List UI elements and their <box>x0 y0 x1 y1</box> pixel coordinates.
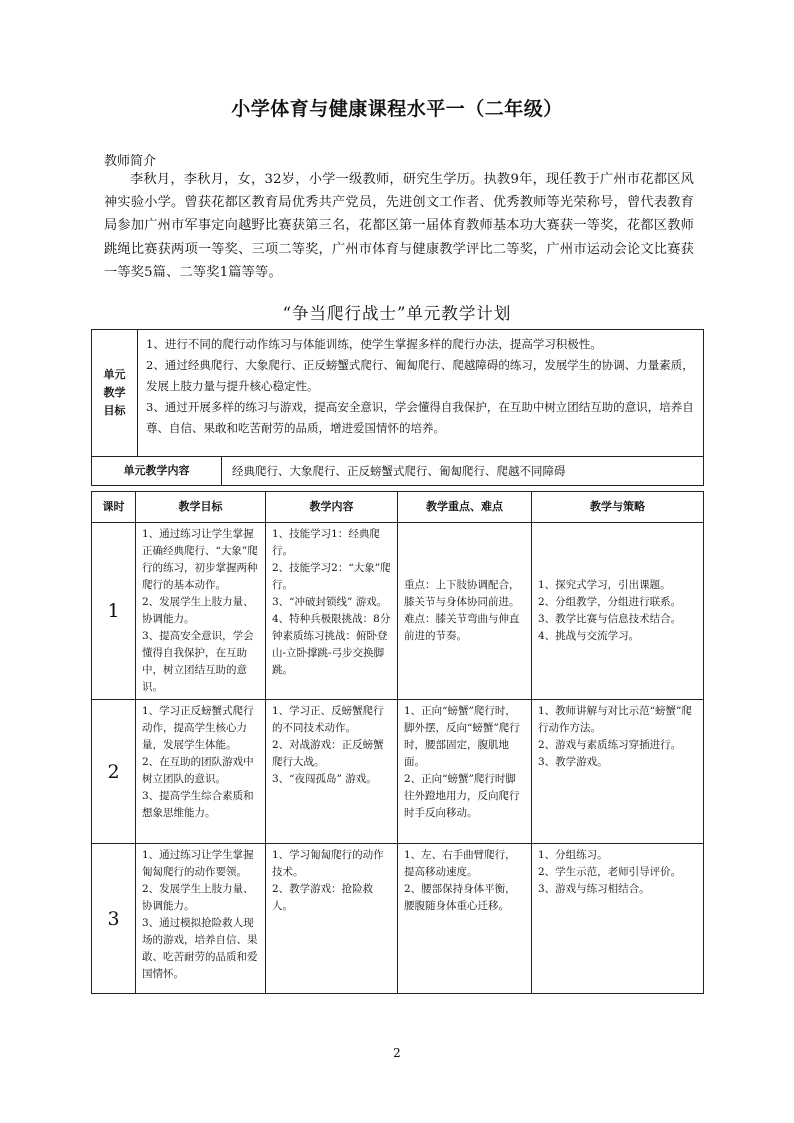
lesson-key-point: 1、正向“螃蟹”爬行时，脚外摆，反向“螃蟹”爬行时，腰部固定，腹肌地面。 <box>404 705 520 768</box>
lesson-row <box>92 844 704 994</box>
lesson-goal-item: 2、在互助的团队游戏中树立团队的意识。 <box>142 756 254 785</box>
lesson-goal-item: 1、通过练习让学生掌握正确经典爬行、“大象”爬行的练习，初步掌握两种爬行的基本动作。 <box>142 528 258 591</box>
lesson-goals <box>136 700 266 844</box>
lesson-strategy-item: 1、分组练习。 <box>538 849 608 861</box>
lesson-goals <box>136 523 266 700</box>
lesson-key-point: 2、正向“螃蟹”爬行时脚往外蹬地用力，反向爬行时手反向移动。 <box>404 773 520 819</box>
lesson-strategy <box>532 700 704 844</box>
lesson-content-item: 3、“夜闯孤岛” 游戏。 <box>272 773 377 785</box>
lesson-goal-item: 2、发展学生上肢力量、协调能力。 <box>142 596 254 625</box>
lesson-strategy-item: 3、游戏与练习相结合。 <box>538 883 650 895</box>
lesson-key-point: 难点：膝关节弯曲与伸直前进的节奏。 <box>404 613 520 642</box>
unit-goal-item: 2、通过经典爬行、大象爬行、正反螃蟹式爬行、匍匐爬行、爬越障碍的练习，发展学生的协调、力量素质，发展上肢力量与提升核心稳定性。 <box>146 358 694 393</box>
header-goals: 教学目标 <box>136 492 266 523</box>
lesson-content <box>266 700 398 844</box>
header-lesson: 课时 <box>92 492 136 523</box>
lesson-content-item: 2、技能学习2：“大象”爬行。 <box>272 562 391 591</box>
lesson-key-point: 重点：上下肢协调配合，膝关节与身体协同前进。 <box>404 579 520 608</box>
lesson-strategy <box>532 844 704 994</box>
lesson-strategy-item: 2、学生示范，老师引导评价。 <box>538 866 682 878</box>
teacher-intro-text: 李秋月，李秋月，女，32岁，小学一级教师，研究生学历。执教9年，现任教于广州市花都区风神实验小学。曾获花都区教育局优秀共产党员，先进创文工作者、优秀教师等光荣称号，曾代表教育局参加广州市军事定向越野比赛获第三名，花都区第一届体育教师基本功大赛获一等奖，花都区教师跳绳比赛获两项一等奖、三项二等奖，广州市体育与健康教学评比二等奖，广州市运动会论文比赛获一等奖5篇、二等奖1篇等等。 <box>104 172 694 280</box>
lesson-strategy-item: 3、教学比赛与信息技术结合。 <box>538 613 682 625</box>
unit-goals-cell <box>138 330 704 457</box>
unit-plan-table <box>91 329 704 486</box>
lesson-content-item: 1、学习正、反螃蟹爬行的不同技术动作。 <box>272 705 384 734</box>
lesson-key-points <box>398 700 532 844</box>
unit-content-label: 单元教学内容 <box>92 457 222 486</box>
lesson-number: 2 <box>92 700 136 844</box>
lesson-goal-item: 1、学习正反螃蟹式爬行动作，提高学生核心力量，发展学生体能。 <box>142 705 254 751</box>
page-number: 2 <box>393 1046 401 1060</box>
lesson-strategy-item: 4、挑战与交流学习。 <box>538 630 640 642</box>
unit-content-cell: 经典爬行、大象爬行、正反螃蟹式爬行、匍匐爬行、爬越不同障碍 <box>222 457 704 486</box>
lesson-content-item: 4、特种兵极限挑战：8分钟素质练习挑战：俯卧登山-立卧撑跳-弓步交换脚跳。 <box>272 613 391 676</box>
lesson-key-point: 1、左、右手曲臂爬行，提高移动速度。 <box>404 849 516 878</box>
teacher-intro-label: 教师简介 <box>104 154 157 169</box>
lesson-number: 1 <box>92 523 136 700</box>
lesson-goals <box>136 844 266 994</box>
lesson-strategy <box>532 523 704 700</box>
lesson-strategy-item: 2、分组教学，分组进行联系。 <box>538 596 682 608</box>
lesson-goal-item: 2、发展学生上肢力量、协调能力。 <box>142 883 254 912</box>
lesson-content-item: 1、技能学习1：经典爬行。 <box>272 528 380 557</box>
lesson-content-item: 2、对战游戏：正反螃蟹爬行大战。 <box>272 739 384 768</box>
lesson-strategy-item: 1、教师讲解与对比示范“螃蟹”爬行动作方法。 <box>538 705 692 734</box>
lesson-row <box>92 700 704 844</box>
lesson-strategy-item: 3、教学游戏。 <box>538 756 608 768</box>
lesson-goal-item: 3、提高安全意识，学会懂得自我保护，在互助中，树立团结互助的意识。 <box>142 630 254 693</box>
lesson-goal-item: 3、提高学生综合素质和想象思维能力。 <box>142 790 254 819</box>
lesson-goal-item: 1、通过练习让学生掌握匍匐爬行的动作要领。 <box>142 849 254 878</box>
lesson-key-points <box>398 844 532 994</box>
unit-goals-row <box>92 330 704 457</box>
document-title: 小学体育与健康课程水平一（二年级） <box>231 98 563 120</box>
lesson-content <box>266 523 398 700</box>
lesson-number: 3 <box>92 844 136 994</box>
unit-plan-title: “争当爬行战士”单元教学计划 <box>282 304 512 323</box>
lesson-strategy-item: 1、探究式学习，引出课题。 <box>538 579 671 591</box>
lesson-goal-item: 3、通过模拟抢险救人现场的游戏，培养自信、果敢、吃苦耐劳的品质和爱国情怀。 <box>142 917 258 980</box>
lesson-key-points <box>398 523 532 700</box>
lesson-content-item: 2、教学游戏：抢险救人。 <box>272 883 374 912</box>
lesson-content-item: 3、“冲破封锁线” 游戏。 <box>272 596 388 608</box>
unit-goal-item: 3、通过开展多样的练习与游戏，提高安全意识，学会懂得自我保护，在互助中树立团结互助的意识，培养自尊、自信、果敢和吃苦耐劳的品质，增进爱国情怀的培养。 <box>146 400 694 435</box>
lesson-key-point: 2、腰部保持身体平衡，腰腹随身体重心迁移。 <box>404 883 516 912</box>
lesson-content-item: 1、学习匍匐爬行的动作技术。 <box>272 849 384 878</box>
unit-content-row <box>92 457 704 486</box>
header-content: 教学内容 <box>266 492 398 523</box>
lesson-strategy-item: 2、游戏与素质练习穿插进行。 <box>538 739 682 751</box>
lesson-row <box>92 523 704 700</box>
lesson-table <box>91 491 704 994</box>
unit-goal-item: 1、进行不同的爬行动作练习与体能训练，使学生掌握多样的爬行办法，提高学习积极性。 <box>146 337 602 351</box>
header-strategy: 教学与策略 <box>532 492 704 523</box>
header-key-points: 教学重点、难点 <box>398 492 532 523</box>
lesson-header-row <box>92 492 704 523</box>
lesson-content <box>266 844 398 994</box>
unit-goals-label: 单元教学目标 <box>92 330 138 457</box>
